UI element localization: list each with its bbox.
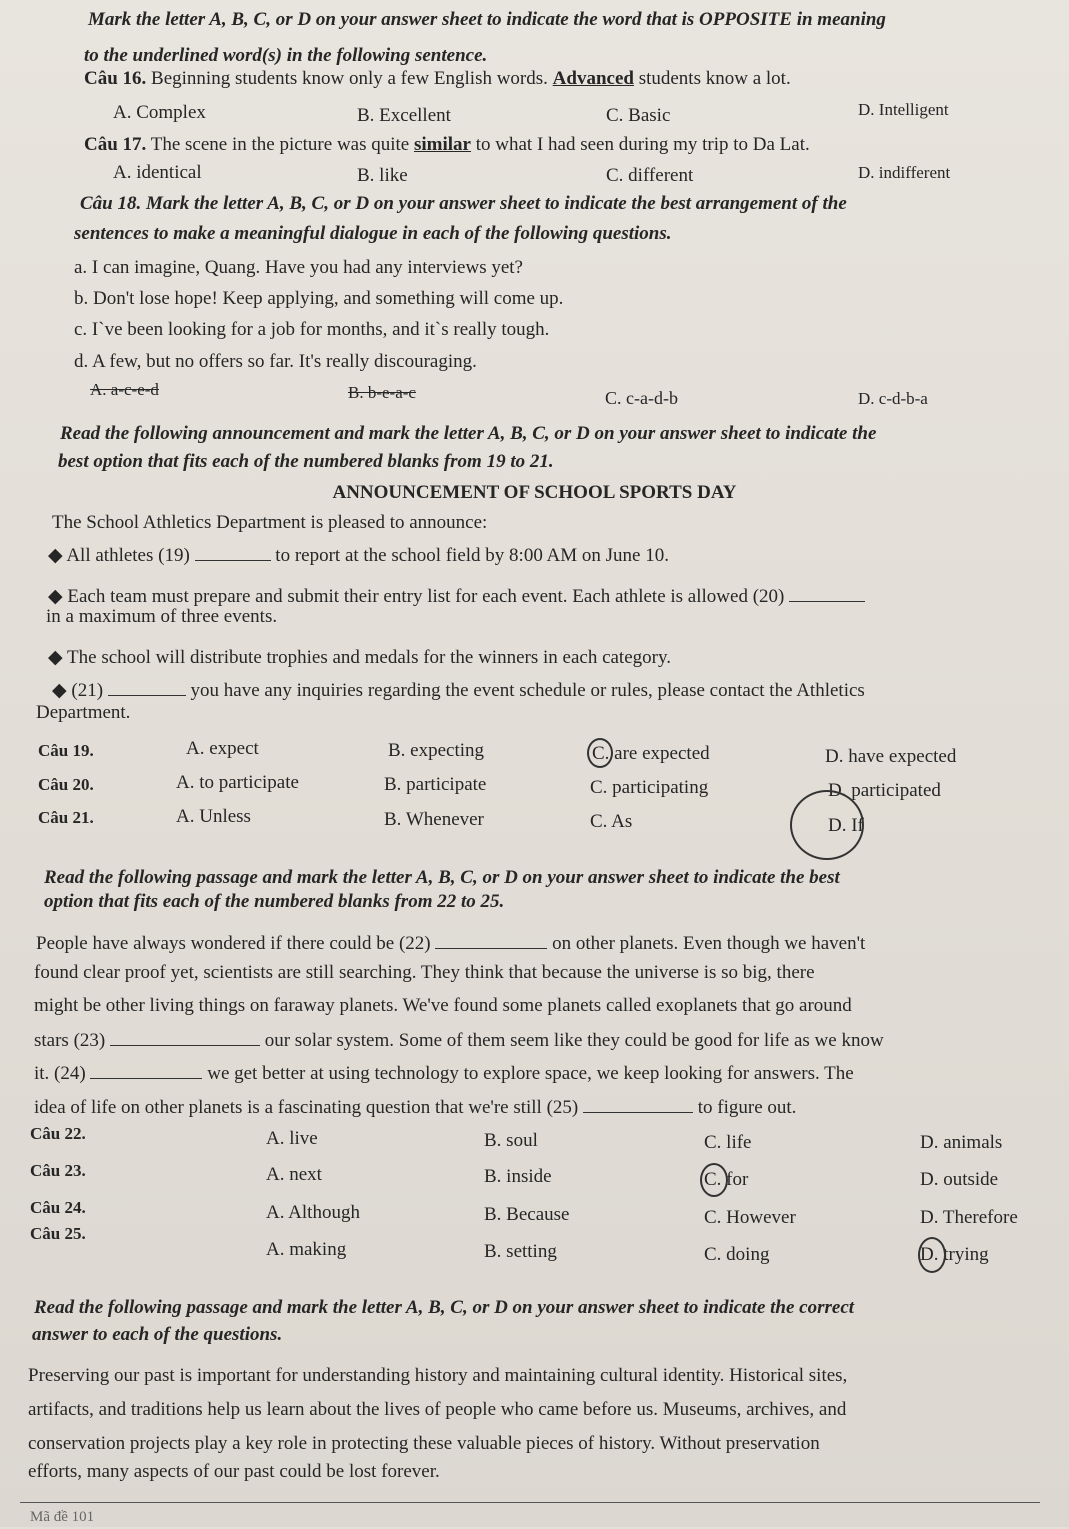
q18-option-a[interactable]: A. a-c-e-d [90, 380, 159, 399]
footer-divider [20, 1502, 1040, 1503]
dialogue-sentence-c: c. I`ve been looking for a job for months, and it`s really tough. [74, 319, 550, 340]
q23-option-c[interactable]: C. for [704, 1169, 749, 1190]
dialogue-sentence-a: a. I can imagine, Quang. Have you had any interviews yet? [74, 257, 523, 278]
blank-25 [583, 1094, 693, 1113]
q16-option-c[interactable]: C. Basic [606, 105, 671, 126]
reading-instruction-line2: answer to each of the questions. [32, 1324, 283, 1345]
q23-option-a[interactable]: A. next [266, 1164, 322, 1185]
announcement-title: ANNOUNCEMENT OF SCHOOL SPORTS DAY [332, 482, 737, 503]
q25-option-c[interactable]: C. doing [704, 1244, 770, 1265]
passage-line-2: found clear proof yet, scientists are still searching. They think that because the universe is so big, there [34, 962, 815, 983]
question-label: Câu 17. [84, 134, 147, 155]
opposite-instruction-line1: Mark the letter A, B, C, or D on your answer sheet to indicate the word that is OPPOSITE in meaning [88, 9, 886, 30]
announcement-bullet-2: ◆ Each team must prepare and submit their entry list for each event. Each athlete is allowed (20) [48, 583, 865, 609]
dialogue-sentence-b: b. Don't lose hope! Keep applying, and something will come up. [74, 288, 564, 309]
q18-option-c[interactable]: C. c-a-d-b [605, 388, 678, 408]
question-25-label: Câu 25. [30, 1224, 86, 1243]
announcement-bullet-4: ◆ (21) you have any inquiries regarding the event schedule or rules, please contact the Athletics [52, 677, 865, 703]
reading-line-2: artifacts, and traditions help us learn about the lives of people who came before us. Museums, archives, and [28, 1399, 847, 1420]
answer-circle-mark [790, 790, 864, 860]
dialogue-sentence-d: d. A few, but no offers so far. It's really discouraging. [74, 351, 477, 372]
question-16: Câu 16. Beginning students know only a few English words. Advanced students know a lot. [84, 68, 791, 89]
question-23-label: Câu 23. [30, 1161, 86, 1180]
question-22-label: Câu 22. [30, 1124, 86, 1143]
q23-option-b[interactable]: B. inside [484, 1166, 552, 1187]
passage-line-1: People have always wondered if there could be (22) on other planets. Even though we haven't [36, 930, 865, 956]
blank-19 [195, 542, 271, 561]
announcement-bullet-1: ◆ All athletes (19) to report at the school field by 8:00 AM on June 10. [48, 542, 669, 568]
q21-option-c[interactable]: C. As [590, 811, 633, 832]
q25-option-b[interactable]: B. setting [484, 1241, 557, 1262]
announcement-instruction-line2: best option that fits each of the numbered blanks from 19 to 21. [58, 451, 554, 472]
q18-option-b[interactable]: B. b-e-a-c [348, 383, 416, 402]
bullet-icon: ◆ [48, 545, 67, 566]
announcement-bullet-3: ◆ The school will distribute trophies and medals for the winners in each category. [48, 647, 671, 668]
q21-option-a[interactable]: A. Unless [176, 806, 251, 827]
q17-option-a[interactable]: A. identical [113, 162, 202, 183]
question-label: Câu 18. [80, 193, 142, 214]
underlined-word: Advanced [552, 68, 634, 89]
q25-option-a[interactable]: A. making [266, 1239, 347, 1260]
footer-exam-code: Mã đề 101 [30, 1509, 95, 1525]
question-label: Câu 16. [84, 68, 147, 89]
q17-option-c[interactable]: C. different [606, 165, 694, 186]
underlined-word: similar [413, 134, 471, 155]
reading-line-1: Preserving our past is important for understanding history and maintaining cultural identity. Historical sites, [28, 1365, 848, 1386]
answer-circle-mark [587, 738, 613, 768]
opposite-instruction-line2: to the underlined word(s) in the following sentence. [84, 45, 488, 66]
passage-line-6: idea of life on other planets is a fascinating question that we're still (25) to figure out. [34, 1094, 796, 1120]
blank-21 [108, 677, 186, 696]
q22-option-a[interactable]: A. live [266, 1128, 318, 1149]
answer-circle-mark [918, 1237, 946, 1273]
passage-line-4: stars (23) our solar system. Some of them seem like they could be good for life as we know [34, 1027, 884, 1053]
q18-option-d[interactable]: D. c-d-b-a [858, 389, 928, 408]
q19-option-b[interactable]: B. expecting [388, 740, 485, 761]
blank-24 [90, 1060, 202, 1079]
q22-option-d[interactable]: D. animals [920, 1132, 1003, 1153]
q21-option-d[interactable]: D. If [828, 815, 864, 836]
q19-option-a[interactable]: A. expect [186, 738, 259, 759]
question-18-instruction-line2: sentences to make a meaningful dialogue in each of the following questions. [74, 223, 672, 244]
announcement-instruction-line1: Read the following announcement and mark the letter A, B, C, or D on your answer sheet to indicate the [60, 423, 877, 444]
passage-instruction-line2: option that fits each of the numbered blanks from 22 to 25. [44, 891, 505, 912]
q24-option-c[interactable]: C. However [704, 1207, 796, 1228]
q24-option-a[interactable]: A. Although [266, 1202, 360, 1223]
q22-option-b[interactable]: B. soul [484, 1130, 538, 1151]
question-21-label: Câu 21. [38, 808, 94, 827]
announcement-bullet-4-line2: Department. [36, 702, 131, 723]
question-19-label: Câu 19. [38, 741, 94, 760]
question-20-label: Câu 20. [38, 775, 94, 794]
blank-20 [789, 583, 865, 602]
answer-circle-mark [700, 1163, 728, 1197]
q20-option-c[interactable]: C. participating [590, 777, 709, 798]
q22-option-c[interactable]: C. life [704, 1132, 752, 1153]
q20-option-a[interactable]: A. to participate [176, 772, 299, 793]
passage-line-5: it. (24) we get better at using technology to explore space, we keep looking for answers. The [34, 1060, 854, 1086]
q16-option-d[interactable]: D. Intelligent [858, 100, 949, 119]
q19-option-d[interactable]: D. have expected [825, 746, 957, 767]
q17-option-d[interactable]: D. indifferent [858, 163, 951, 182]
question-24-label: Câu 24. [30, 1198, 86, 1217]
q16-option-a[interactable]: A. Complex [113, 102, 206, 123]
bullet-icon: ◆ [52, 680, 72, 701]
reading-instruction-line1: Read the following passage and mark the letter A, B, C, or D on your answer sheet to indicate the correct [34, 1297, 855, 1318]
q20-option-d[interactable]: D. participated [828, 780, 941, 801]
q25-option-d[interactable]: D. trying [920, 1244, 989, 1265]
q24-option-b[interactable]: B. Because [484, 1204, 570, 1225]
q21-option-b[interactable]: B. Whenever [384, 809, 484, 830]
reading-line-3: conservation projects play a key role in protecting these valuable pieces of history. Without preservation [28, 1433, 820, 1454]
passage-instruction-line1: Read the following passage and mark the letter A, B, C, or D on your answer sheet to indicate the best [44, 867, 840, 888]
bullet-icon: ◆ [48, 647, 68, 668]
question-17: Câu 17. The scene in the picture was quite similar to what I had seen during my trip to Da Lat. [84, 134, 810, 155]
blank-22 [435, 930, 547, 949]
question-18-instruction: Câu 18. Mark the letter A, B, C, or D on your answer sheet to indicate the best arrangement of the [80, 193, 847, 214]
q16-option-b[interactable]: B. Excellent [357, 105, 451, 126]
q17-option-b[interactable]: B. like [357, 165, 408, 186]
reading-line-4: efforts, many aspects of our past could be lost forever. [28, 1461, 440, 1482]
q24-option-d[interactable]: D. Therefore [920, 1207, 1018, 1228]
q19-option-c[interactable]: C. are expected [592, 743, 710, 764]
announcement-bullet-2-line2: in a maximum of three events. [46, 606, 278, 627]
blank-23 [110, 1027, 260, 1046]
q20-option-b[interactable]: B. participate [384, 774, 487, 795]
bullet-icon: ◆ [48, 586, 68, 607]
q23-option-d[interactable]: D. outside [920, 1169, 999, 1190]
passage-line-3: might be other living things on faraway planets. We've found some planets called exoplanets that go around [34, 995, 852, 1016]
announcement-intro: The School Athletics Department is pleased to announce: [52, 512, 488, 533]
